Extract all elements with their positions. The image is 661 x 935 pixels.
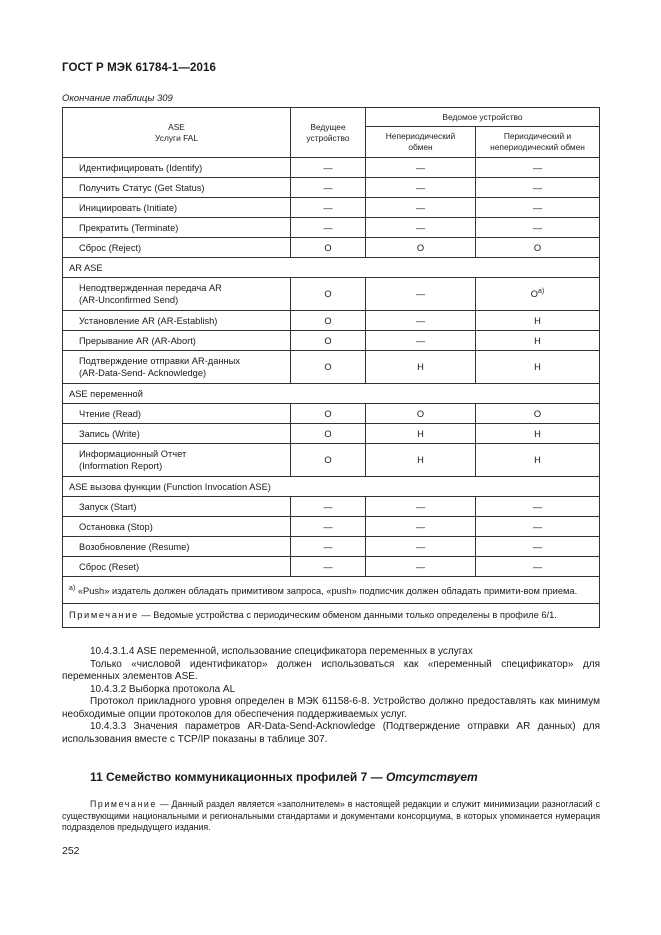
periodic-value-text: —	[532, 162, 543, 173]
master-value-text: O	[324, 455, 332, 465]
master-value	[291, 444, 366, 477]
periodic-value	[476, 537, 600, 557]
nonperiodic-value	[366, 497, 476, 517]
master-value-text: —	[323, 162, 333, 173]
service-name: Возобновление (Resume)	[63, 537, 291, 557]
periodic-value	[476, 198, 600, 218]
nonperiodic-value-text: —	[415, 202, 426, 213]
periodic-value-text: —	[532, 182, 543, 193]
master-value-text: —	[323, 521, 333, 532]
nonperiodic-value	[366, 444, 476, 477]
service-name: Сброс (Reset)	[63, 557, 291, 577]
master-value	[291, 278, 366, 311]
nonperiodic-value-text: —	[415, 315, 426, 326]
service-name-line: Неподтвержденная передача AR	[79, 283, 222, 293]
nonperiodic-value	[366, 278, 476, 311]
periodic-value	[476, 238, 600, 258]
master-value-text: —	[323, 202, 333, 213]
table-note-label: Примечание	[69, 610, 139, 621]
periodic-value-text: O	[533, 242, 542, 253]
table-caption: Окончание таблицы 309	[62, 93, 173, 104]
periodic-value-text: —	[532, 222, 543, 233]
table-body	[63, 158, 600, 577]
periodic-value	[476, 444, 600, 477]
nonperiodic-value-text: —	[415, 222, 426, 233]
periodic-value	[476, 497, 600, 517]
nonperiodic-value	[366, 158, 476, 178]
master-value-text: O	[324, 428, 332, 439]
nonperiodic-value	[366, 424, 476, 444]
table-note	[63, 604, 600, 628]
nonperiodic-value	[366, 178, 476, 198]
footnote-mark: a)	[69, 585, 76, 592]
master-value-text: —	[323, 541, 333, 552]
table-row	[63, 178, 600, 198]
nonperiodic-value-text: —	[415, 521, 426, 532]
master-value	[291, 198, 366, 218]
master-value	[291, 238, 366, 258]
periodic-value-text: O	[530, 289, 538, 300]
table-row	[63, 351, 600, 384]
section-note-text: — Данный раздел является «заполнителем» в настоящей редакции и служит минимизации разногласий с существующими национальными и региональными стандартами и документами консорциума, в которых упоминается нумерация подразделов предыдущего издания.	[62, 799, 600, 832]
master-value	[291, 158, 366, 178]
master-value-text: O	[324, 289, 332, 299]
service-name: Прерывание AR (AR-Abort)	[63, 331, 291, 351]
service-name: Запуск (Start)	[63, 497, 291, 517]
section-heading	[90, 770, 478, 784]
table-row	[63, 477, 600, 497]
master-value-text: —	[323, 501, 333, 512]
nonperiodic-value	[366, 218, 476, 238]
nonperiodic-value	[366, 517, 476, 537]
master-value	[291, 331, 366, 351]
body-text	[62, 646, 600, 746]
service-name: Остановка (Stop)	[63, 517, 291, 537]
periodic-value-text: H	[534, 428, 541, 439]
table-row	[63, 557, 600, 577]
master-value	[291, 517, 366, 537]
periodic-value-text: H	[534, 362, 541, 372]
nonperiodic-value-text: —	[415, 162, 426, 173]
table-footnote	[63, 577, 600, 604]
periodic-value-text: O	[533, 408, 542, 419]
service-name: Чтение (Read)	[63, 404, 291, 424]
periodic-value	[476, 278, 600, 311]
master-value	[291, 351, 366, 384]
master-value-text: —	[323, 561, 333, 572]
paragraph: 10.4.3.1.4 ASE переменной, использование спецификатора переменных в услугах	[90, 646, 473, 657]
section-title-italic: Отсутствует	[385, 770, 478, 784]
master-value	[291, 311, 366, 331]
nonperiodic-value-text: —	[415, 501, 426, 512]
footnote-text: «Push» издатель должен обладать примитивом запроса, «push» подписчик должен обладать примити-вом приема.	[77, 586, 578, 597]
table-row	[63, 238, 600, 258]
header-ase-line1: ASE	[168, 121, 185, 132]
table-row	[63, 517, 600, 537]
nonperiodic-value	[366, 331, 476, 351]
service-name: Идентифицировать (Identify)	[63, 158, 291, 178]
periodic-value	[476, 158, 600, 178]
nonperiodic-value-text: —	[415, 561, 426, 572]
table-row	[63, 311, 600, 331]
header-master: Ведущее устройство	[291, 108, 366, 158]
service-name-line: Подтверждение отправки AR-данных	[79, 356, 240, 366]
header-ase-line2: Услуги FAL	[155, 132, 198, 143]
table-row	[63, 424, 600, 444]
group-header: ASE вызова функции (Function Invocation ASE)	[63, 477, 600, 497]
nonperiodic-value-text: —	[415, 335, 426, 346]
periodic-value-text: —	[532, 561, 543, 572]
paragraph: Протокол прикладного уровня определен в МЭК 61158-6-8. Устройство должно предоставлять как минимум необходимые опции протоколов для обеспечения поддерживаемых услуг.	[62, 696, 600, 720]
nonperiodic-value-text: —	[415, 182, 426, 193]
nonperiodic-value	[366, 198, 476, 218]
section-title: 11 Семейство коммуникационных профилей 7 —	[90, 770, 386, 784]
service-name: Получить Статус (Get Status)	[63, 178, 291, 198]
table-row	[63, 537, 600, 557]
header-nonperiodic: Непериодический обмен	[366, 127, 476, 158]
header-ase	[63, 108, 291, 158]
master-value	[291, 404, 366, 424]
periodic-value-text: —	[532, 521, 543, 532]
periodic-value	[476, 218, 600, 238]
paragraph: 10.4.3.2 Выборка протокола AL	[90, 683, 236, 695]
service-name-line: (Information Report)	[79, 461, 163, 471]
nonperiodic-value-text: O	[416, 408, 425, 419]
nonperiodic-value-text: —	[415, 289, 426, 299]
header-periodic: Периодический и непериодический обмен	[476, 127, 600, 158]
section-note	[62, 799, 600, 834]
service-name-line: (AR-Data-Send- Acknowledge)	[79, 368, 207, 378]
periodic-value-text: —	[532, 202, 543, 213]
master-value-text: O	[324, 362, 332, 372]
master-value-text: O	[324, 315, 332, 326]
periodic-value	[476, 331, 600, 351]
nonperiodic-value	[366, 351, 476, 384]
master-value-text: —	[323, 182, 333, 193]
service-name-line: (AR-Unconfirmed Send)	[79, 295, 179, 305]
nonperiodic-value-text: H	[417, 428, 424, 439]
nonperiodic-value	[366, 537, 476, 557]
nonperiodic-value	[366, 557, 476, 577]
paragraph: Только «числовой идентификатор» должен использоваться как «переменный спецификатор» для переменных элементов ASE.	[62, 658, 600, 682]
group-header: AR ASE	[63, 258, 600, 278]
group-header: ASE переменной	[63, 384, 600, 404]
periodic-value	[476, 517, 600, 537]
table-note-text: — Ведомые устройства с периодическим обменом данными только определены в профиле 6/1.	[138, 610, 557, 621]
periodic-value	[476, 404, 600, 424]
service-name: Инициировать (Initiate)	[63, 198, 291, 218]
master-value	[291, 537, 366, 557]
header-slave: Ведомое устройство	[366, 108, 600, 127]
table-row	[63, 404, 600, 424]
nonperiodic-value-text: H	[417, 362, 424, 372]
nonperiodic-value-text: O	[416, 242, 425, 253]
master-value	[291, 178, 366, 198]
periodic-value	[476, 178, 600, 198]
table-row	[63, 331, 600, 351]
service-name: Сброс (Reject)	[63, 238, 291, 258]
table-row	[63, 258, 600, 278]
nonperiodic-value	[366, 238, 476, 258]
periodic-value-text: —	[532, 541, 543, 552]
master-value-text: O	[324, 242, 332, 253]
table-row	[63, 278, 600, 311]
nonperiodic-value-text: H	[417, 455, 424, 465]
periodic-value-text: H	[534, 315, 541, 326]
nonperiodic-value	[366, 311, 476, 331]
periodic-value	[476, 557, 600, 577]
master-value-text: O	[324, 335, 332, 346]
service-name	[63, 351, 291, 384]
table-row	[63, 218, 600, 238]
periodic-value	[476, 351, 600, 384]
nonperiodic-value	[366, 404, 476, 424]
master-value-text: O	[324, 408, 332, 419]
master-value	[291, 218, 366, 238]
service-name-line: Информационный Отчет	[79, 449, 187, 459]
service-name: Запись (Write)	[63, 424, 291, 444]
table-row	[63, 384, 600, 404]
table-row	[63, 497, 600, 517]
page-number: 252	[62, 845, 80, 857]
service-name: Установление AR (AR-Establish)	[63, 311, 291, 331]
master-value	[291, 557, 366, 577]
table-row	[63, 158, 600, 178]
table-309	[62, 107, 600, 628]
footnote-ref: a)	[538, 288, 545, 296]
service-name	[63, 278, 291, 311]
periodic-value-text: —	[532, 501, 543, 512]
master-value-text: —	[323, 222, 333, 233]
table-row	[63, 444, 600, 477]
table-row	[63, 198, 600, 218]
periodic-value	[476, 311, 600, 331]
master-value	[291, 424, 366, 444]
paragraph: 10.4.3.3 Значения параметров AR-Data-Send-Acknowledge (Подтверждение отправки AR данных) для использования вместе с TCP/IP показаны в таблице 307.	[62, 721, 600, 745]
nonperiodic-value-text: —	[415, 541, 426, 552]
section-note-label: Примечание	[90, 799, 157, 809]
periodic-value-text: H	[534, 335, 541, 346]
periodic-value-text: H	[534, 455, 541, 465]
master-value	[291, 497, 366, 517]
periodic-value	[476, 424, 600, 444]
service-name: Прекратить (Terminate)	[63, 218, 291, 238]
service-name	[63, 444, 291, 477]
document-header: ГОСТ Р МЭК 61784-1—2016	[62, 62, 216, 74]
